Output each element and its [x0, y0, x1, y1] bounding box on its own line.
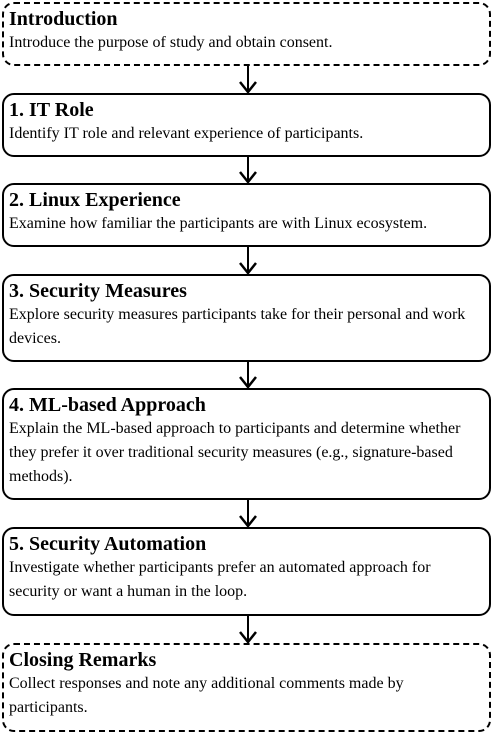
flow-arrow: [238, 362, 258, 389]
step-closing-remarks: [2, 643, 491, 732]
step-description: Explore security measures participants take for their personal and work devices.: [9, 306, 466, 347]
step-introduction: [2, 2, 491, 66]
step-ml-based-approach: [2, 388, 491, 500]
step-description: Examine how familiar the participants are with Linux ecosystem.: [9, 215, 428, 232]
step-description: Introduce the purpose of study and obtain consent.: [9, 34, 333, 51]
step-security-automation: [2, 527, 491, 616]
step-description: Investigate whether participants prefer an automated approach for security or want a human in the loop.: [9, 559, 431, 600]
step-description: Collect responses and note any additional comments made by participants.: [9, 675, 404, 716]
step-description: Identify IT role and relevant experience of participants.: [9, 125, 364, 142]
step-description: Explain the ML-based approach to participants and determine whether they prefer it over traditional security measures (e.g., signature-based methods).: [9, 420, 461, 485]
step-title: 5. Security Automation: [9, 533, 207, 555]
step-linux-experience: [2, 183, 491, 247]
flow-arrow: [238, 500, 258, 528]
flow-arrow: [238, 157, 258, 184]
step-title: 2. Linux Experience: [9, 189, 181, 211]
step-title: Introduction: [9, 8, 118, 30]
flow-arrow: [238, 616, 258, 644]
step-title: 3. Security Measures: [9, 280, 187, 302]
step-title: Closing Remarks: [9, 649, 157, 671]
flow-arrow: [238, 66, 258, 94]
step-title: 4. ML-based Approach: [9, 394, 206, 416]
step-title: 1. IT Role: [9, 99, 94, 121]
flow-arrow: [238, 247, 258, 275]
step-security-measures: [2, 274, 491, 362]
step-it-role: [2, 93, 491, 157]
